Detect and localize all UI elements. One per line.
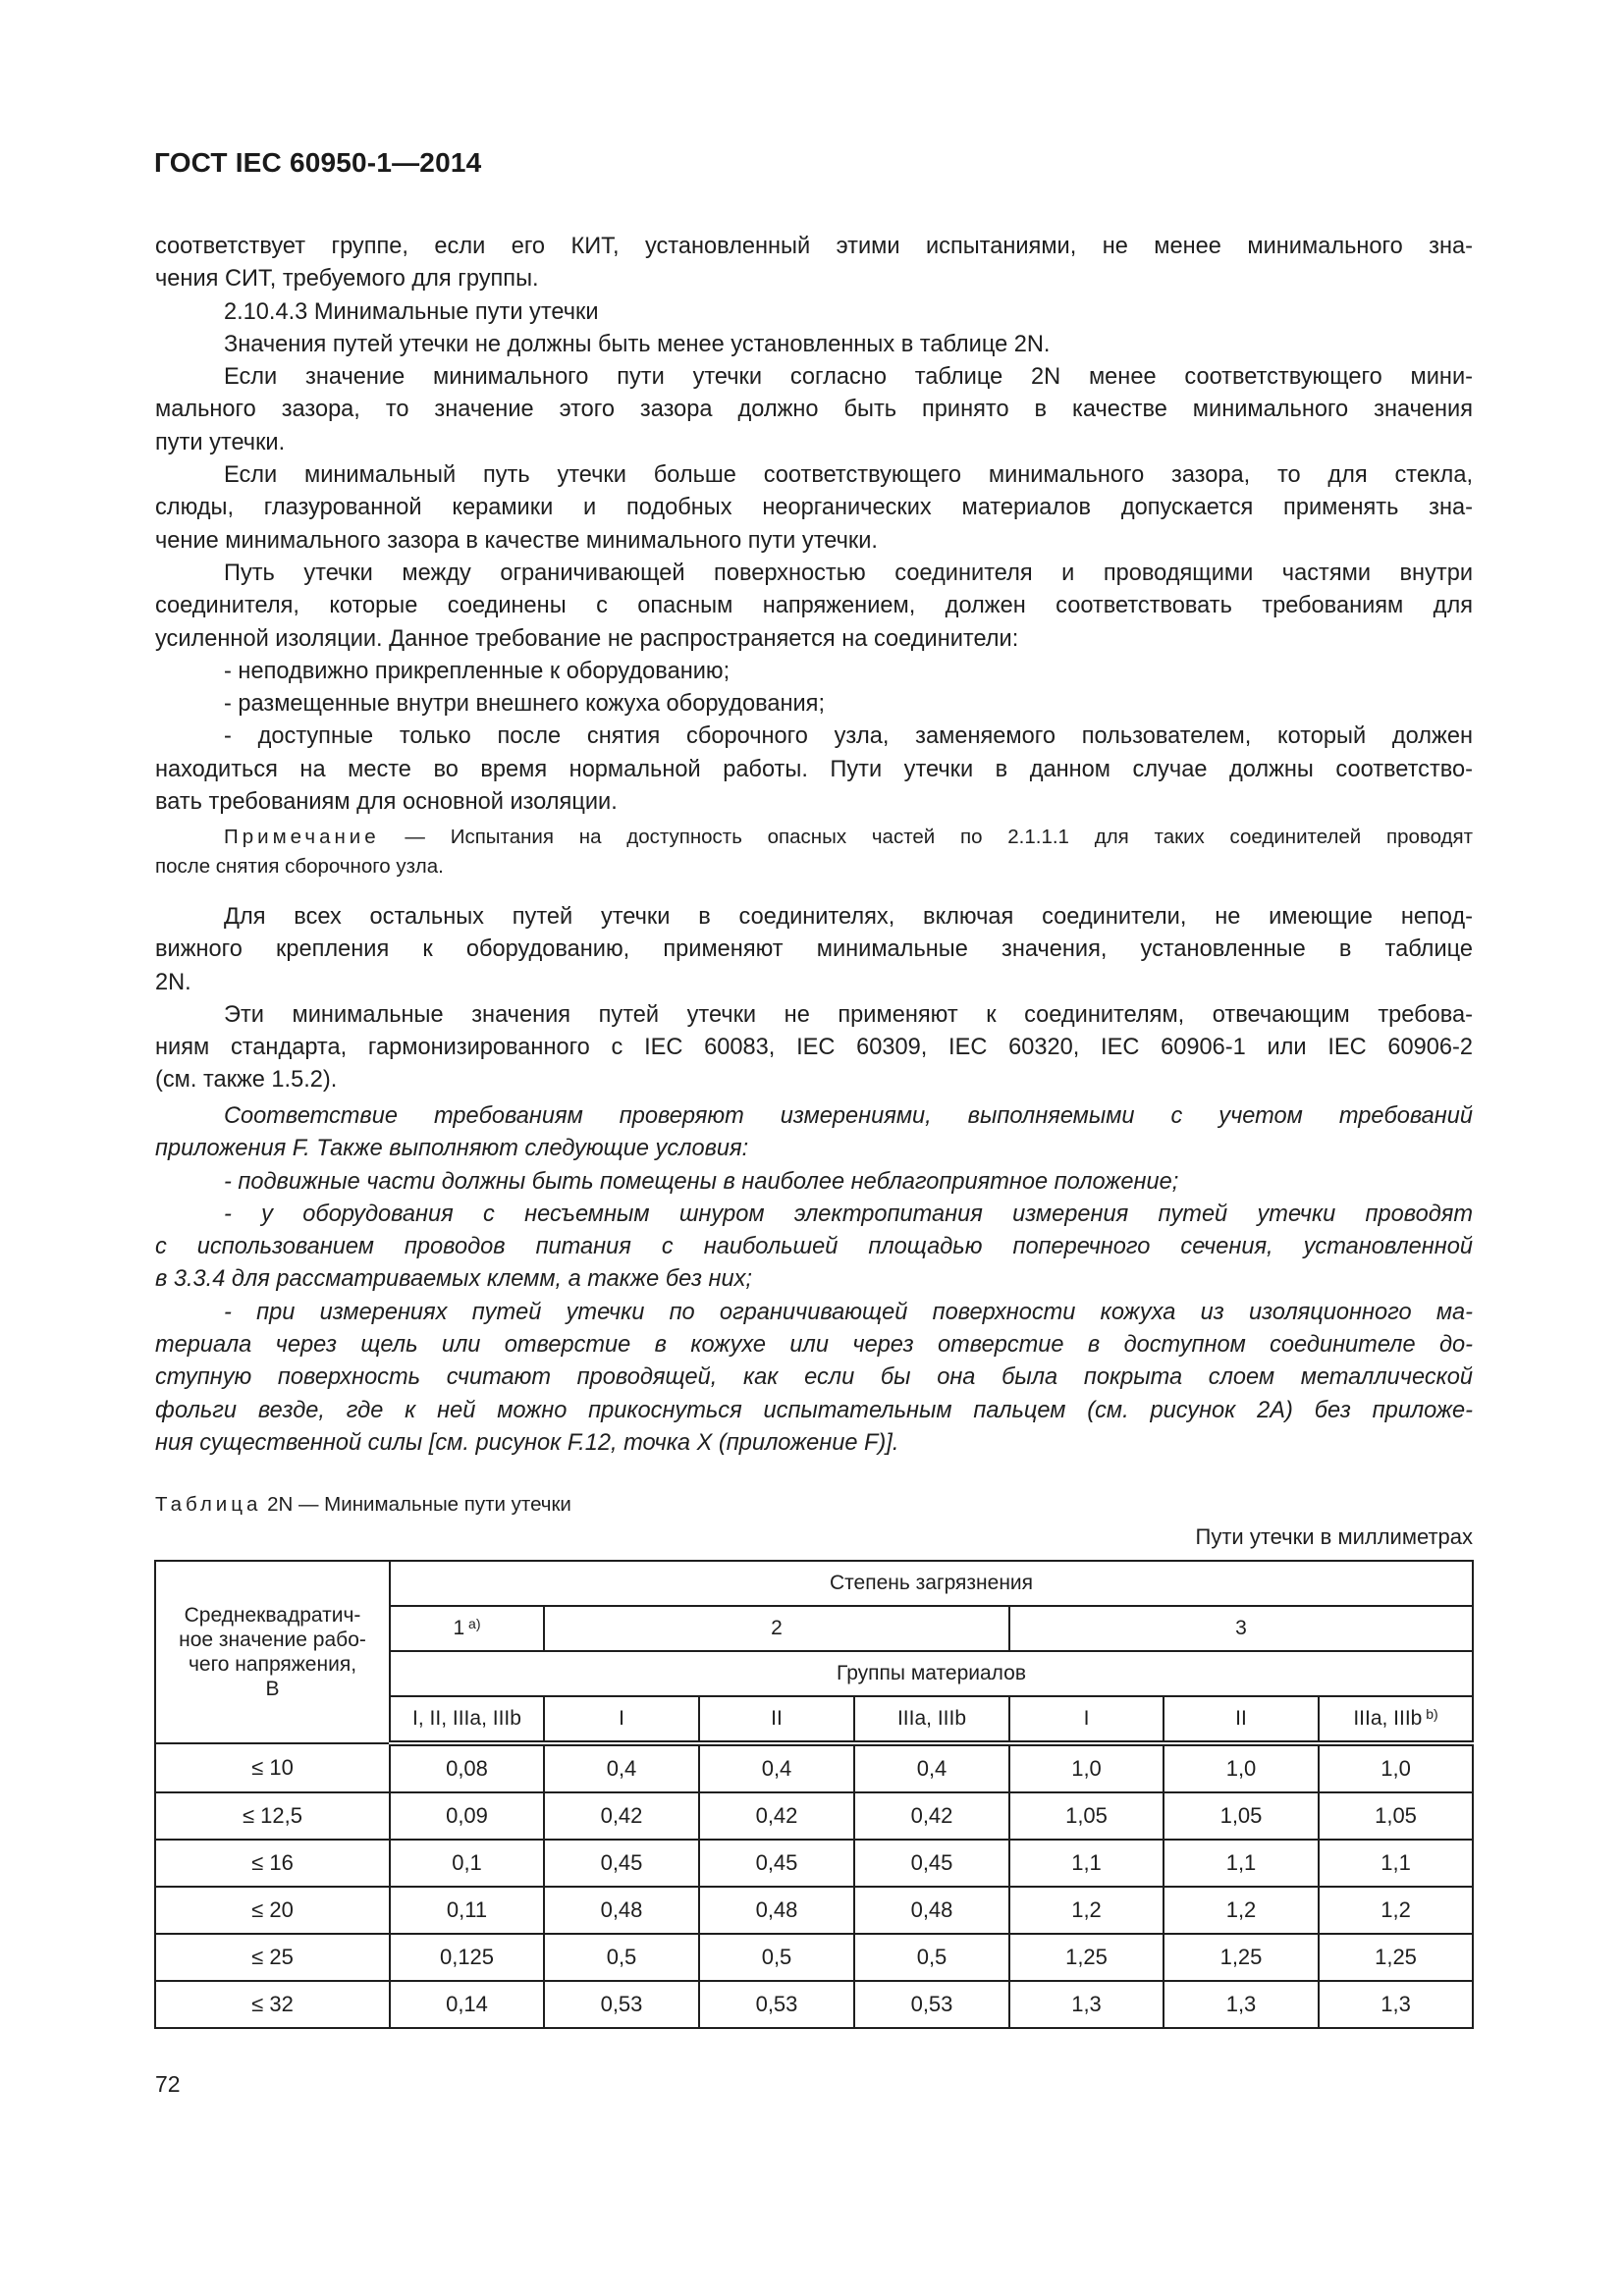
creepage-value-cell: 0,1: [390, 1840, 544, 1887]
text-line: Путь утечки между ограничивающей поверхностью соединителя и проводящими частями внутри: [224, 560, 1473, 586]
table-caption-label: Таблица: [155, 1493, 262, 1516]
material-group-cell: I: [544, 1696, 699, 1743]
document-header-title: ГОСТ IEC 60950-1—2014: [154, 147, 482, 178]
creepage-value-cell: 0,42: [699, 1792, 854, 1840]
table-row: [155, 1792, 1473, 1840]
creepage-value-cell: 0,4: [854, 1743, 1009, 1792]
table-body: [155, 1743, 1473, 2028]
table-caption: [155, 1493, 571, 1517]
voltage-cell: ≤ 10: [155, 1743, 390, 1792]
table-units-note: Пути утечки в миллиметрах: [1195, 1524, 1473, 1549]
creepage-value-cell: 0,09: [390, 1792, 544, 1840]
text-line: (см. также 1.5.2).: [155, 1067, 338, 1094]
text-line: чения СИТ, требуемого для группы.: [155, 266, 539, 293]
table-row: [155, 1934, 1473, 1981]
creepage-distance-table: [154, 1560, 1474, 2029]
voltage-column-header: [155, 1561, 390, 1743]
creepage-value-cell: 0,53: [699, 1981, 854, 2028]
page-number: 72: [155, 2071, 181, 2097]
text-line: Для всех остальных путей утечки в соединителях, включая соединители, не имеющие непод-: [224, 904, 1473, 930]
text-line: находиться на месте во время нормальной работы. Пути утечки в данном случае должны соответство-: [155, 756, 1473, 782]
text-line: слюды, глазурованной керамики и подобных неорганических материалов допускается применять зна-: [155, 495, 1473, 521]
text-line: приложения F. Также выполняют следующие условия:: [155, 1136, 749, 1162]
body-text-block-2: [155, 901, 1473, 1097]
creepage-value-cell: 1,25: [1319, 1934, 1473, 1981]
creepage-value-cell: 0,4: [544, 1743, 699, 1792]
material-group-cell: II: [699, 1696, 854, 1743]
creepage-value-cell: 0,11: [390, 1887, 544, 1934]
note-dash: —: [379, 826, 451, 848]
creepage-value-cell: 0,14: [390, 1981, 544, 2028]
creepage-value-cell: 0,5: [854, 1934, 1009, 1981]
note-line-2: после снятия сборочного узла.: [155, 855, 444, 878]
creepage-value-cell: 1,1: [1164, 1840, 1319, 1887]
footnote-marker: a): [464, 1616, 481, 1631]
pollution-degree-2: 2: [544, 1606, 1009, 1651]
header-text-line: чего напряжения,: [188, 1653, 357, 1676]
header-text-line: Среднеквадратич-: [184, 1604, 361, 1627]
text-line: соединителя, которые соединены с опасным напряжением, должен соответствовать требованиям для: [155, 593, 1473, 619]
voltage-cell: ≤ 32: [155, 1981, 390, 2028]
note-text: Испытания на доступность опасных частей по 2.1.1.1 для таких соединителей проводят: [450, 826, 1473, 848]
table-row: [155, 1981, 1473, 2028]
creepage-value-cell: 0,5: [544, 1934, 699, 1981]
creepage-value-cell: 0,53: [544, 1981, 699, 2028]
text-line: Если значение минимального пути утечки согласно таблице 2N менее соответствующего мини-: [224, 364, 1473, 391]
material-group-cell: IIIa, IIIb: [854, 1696, 1009, 1743]
pollution-degree-3: 3: [1009, 1606, 1473, 1651]
creepage-value-cell: 0,4: [699, 1743, 854, 1792]
creepage-value-cell: 0,48: [544, 1887, 699, 1934]
text-line: вать требованиям для основной изоляции.: [155, 789, 618, 816]
voltage-cell: ≤ 16: [155, 1840, 390, 1887]
text-line: - доступные только после снятия сборочного узла, заменяемого пользователем, который должен: [224, 723, 1473, 750]
compliance-check-block: [155, 1100, 1473, 1460]
note-line-1: [155, 823, 1473, 852]
text-line: усиленной изоляции. Данное требование не распространяется на соединители:: [155, 625, 1019, 652]
material-group-cell: I, II, IIIa, IIIb: [390, 1696, 544, 1743]
text-line: Значения путей утечки не должны быть менее установленных в таблице 2N.: [224, 331, 1051, 357]
creepage-value-cell: 1,05: [1164, 1792, 1319, 1840]
text-line: с использованием проводов питания с наибольшей площадью поперечного сечения, установленной: [155, 1234, 1473, 1260]
text-line: в 3.3.4 для рассматриваемых клемм, а также без них;: [155, 1266, 752, 1293]
creepage-value-cell: 0,53: [854, 1981, 1009, 2028]
text-line: ступную поверхность считают проводящей, как если бы она была покрыта слоем металлической: [155, 1364, 1473, 1391]
table-row: [155, 1840, 1473, 1887]
creepage-value-cell: 1,1: [1319, 1840, 1473, 1887]
pollution-degree-1: 1 $^{a)}$: [390, 1606, 544, 1651]
creepage-value-cell: 1,3: [1164, 1981, 1319, 2028]
creepage-value-cell: 1,0: [1319, 1743, 1473, 1792]
text-line: фольги везде, где к ней можно прикоснуться испытательным пальцем (см. рисунок 2А) без приложе-: [155, 1397, 1473, 1423]
text-line: - размещенные внутри внешнего кожуха оборудования;: [224, 691, 826, 718]
header-text-line: В: [265, 1678, 280, 1700]
creepage-value-cell: 1,25: [1009, 1934, 1164, 1981]
creepage-value-cell: 0,5: [699, 1934, 854, 1981]
material-groups-header: Группы материалов: [390, 1651, 1473, 1696]
text-line: - у оборудования с несъемным шнуром электропитания измерения путей утечки проводят: [224, 1201, 1473, 1227]
body-text-block-1: [155, 231, 1473, 819]
text-line: Соответствие требованиям проверяют измерениями, выполняемыми с учетом требований: [224, 1103, 1473, 1129]
text-line: вижного крепления к оборудованию, применяют минимальные значения, установленные в таблице: [155, 936, 1473, 963]
material-group-cell: IIIa, IIIb $^{b)}$: [1319, 1696, 1473, 1743]
creepage-value-cell: 0,08: [390, 1743, 544, 1792]
text-line: Если минимальный путь утечки больше соответствующего минимального зазора, то для стекла,: [224, 462, 1473, 489]
creepage-value-cell: 1,0: [1164, 1743, 1319, 1792]
text-line: чение минимального зазора в качестве минимального пути утечки.: [155, 527, 878, 554]
creepage-value-cell: 1,05: [1009, 1792, 1164, 1840]
text-line: териала через щель или отверстие в кожухе или через отверстие в доступном соединителе до-: [155, 1332, 1473, 1359]
creepage-value-cell: 0,42: [544, 1792, 699, 1840]
voltage-cell: ≤ 20: [155, 1887, 390, 1934]
creepage-value-cell: 1,2: [1164, 1887, 1319, 1934]
creepage-value-cell: 1,05: [1319, 1792, 1473, 1840]
footnote-marker: b): [1422, 1706, 1438, 1722]
creepage-value-cell: 0,45: [544, 1840, 699, 1887]
text-line: 2.10.4.3 Минимальные пути утечки: [224, 298, 599, 325]
text-line: Эти минимальные значения путей утечки не применяют к соединителям, отвечающим требова-: [224, 1001, 1473, 1028]
creepage-value-cell: 1,2: [1009, 1887, 1164, 1934]
header-text-line: ное значение рабо-: [179, 1629, 366, 1651]
creepage-value-cell: 1,25: [1164, 1934, 1319, 1981]
creepage-value-cell: 1,0: [1009, 1743, 1164, 1792]
voltage-column-header-label: [156, 1603, 389, 1701]
text-line: - подвижные части должны быть помещены в наиболее неблагоприятное положение;: [224, 1168, 1179, 1195]
creepage-value-cell: 0,42: [854, 1792, 1009, 1840]
note-label: Примечание: [224, 826, 380, 848]
pollution-degree-header: Степень загрязнения: [390, 1561, 1473, 1606]
creepage-value-cell: 0,45: [854, 1840, 1009, 1887]
creepage-value-cell: 1,3: [1319, 1981, 1473, 2028]
table-caption-title: 2N — Минимальные пути утечки: [261, 1493, 571, 1516]
text-line: ния существенной силы [см. рисунок F.12, точка X (приложение F)].: [155, 1429, 899, 1456]
creepage-value-cell: 1,1: [1009, 1840, 1164, 1887]
text-line: - неподвижно прикрепленные к оборудованию;: [224, 658, 731, 684]
creepage-value-cell: 0,45: [699, 1840, 854, 1887]
text-line: пути утечки.: [155, 429, 286, 455]
creepage-value-cell: 0,125: [390, 1934, 544, 1981]
creepage-value-cell: 0,48: [699, 1887, 854, 1934]
voltage-cell: ≤ 25: [155, 1934, 390, 1981]
text-line: - при измерениях путей утечки по ограничивающей поверхности кожуха из изоляционного ма-: [224, 1299, 1473, 1325]
creepage-value-cell: 0,48: [854, 1887, 1009, 1934]
text-line: мального зазора, то значение этого зазора должно быть принято в качестве минимального значения: [155, 397, 1473, 423]
text-line: ниям стандарта, гармонизированного с IEC 60083, IEC 60309, IEC 60320, IEC 60906-1 или IEC 60906-2: [155, 1035, 1473, 1061]
text-line: соответствует группе, если его КИТ, установленный этими испытаниями, не менее минимального зна-: [155, 234, 1473, 259]
material-group-cell: II: [1164, 1696, 1319, 1743]
creepage-value-cell: 1,3: [1009, 1981, 1164, 2028]
table-row: [155, 1887, 1473, 1934]
note-block: [155, 823, 1473, 881]
text-line: 2N.: [155, 969, 191, 995]
voltage-cell: ≤ 12,5: [155, 1792, 390, 1840]
material-group-cell: I: [1009, 1696, 1164, 1743]
table-row: [155, 1743, 1473, 1792]
creepage-value-cell: 1,2: [1319, 1887, 1473, 1934]
